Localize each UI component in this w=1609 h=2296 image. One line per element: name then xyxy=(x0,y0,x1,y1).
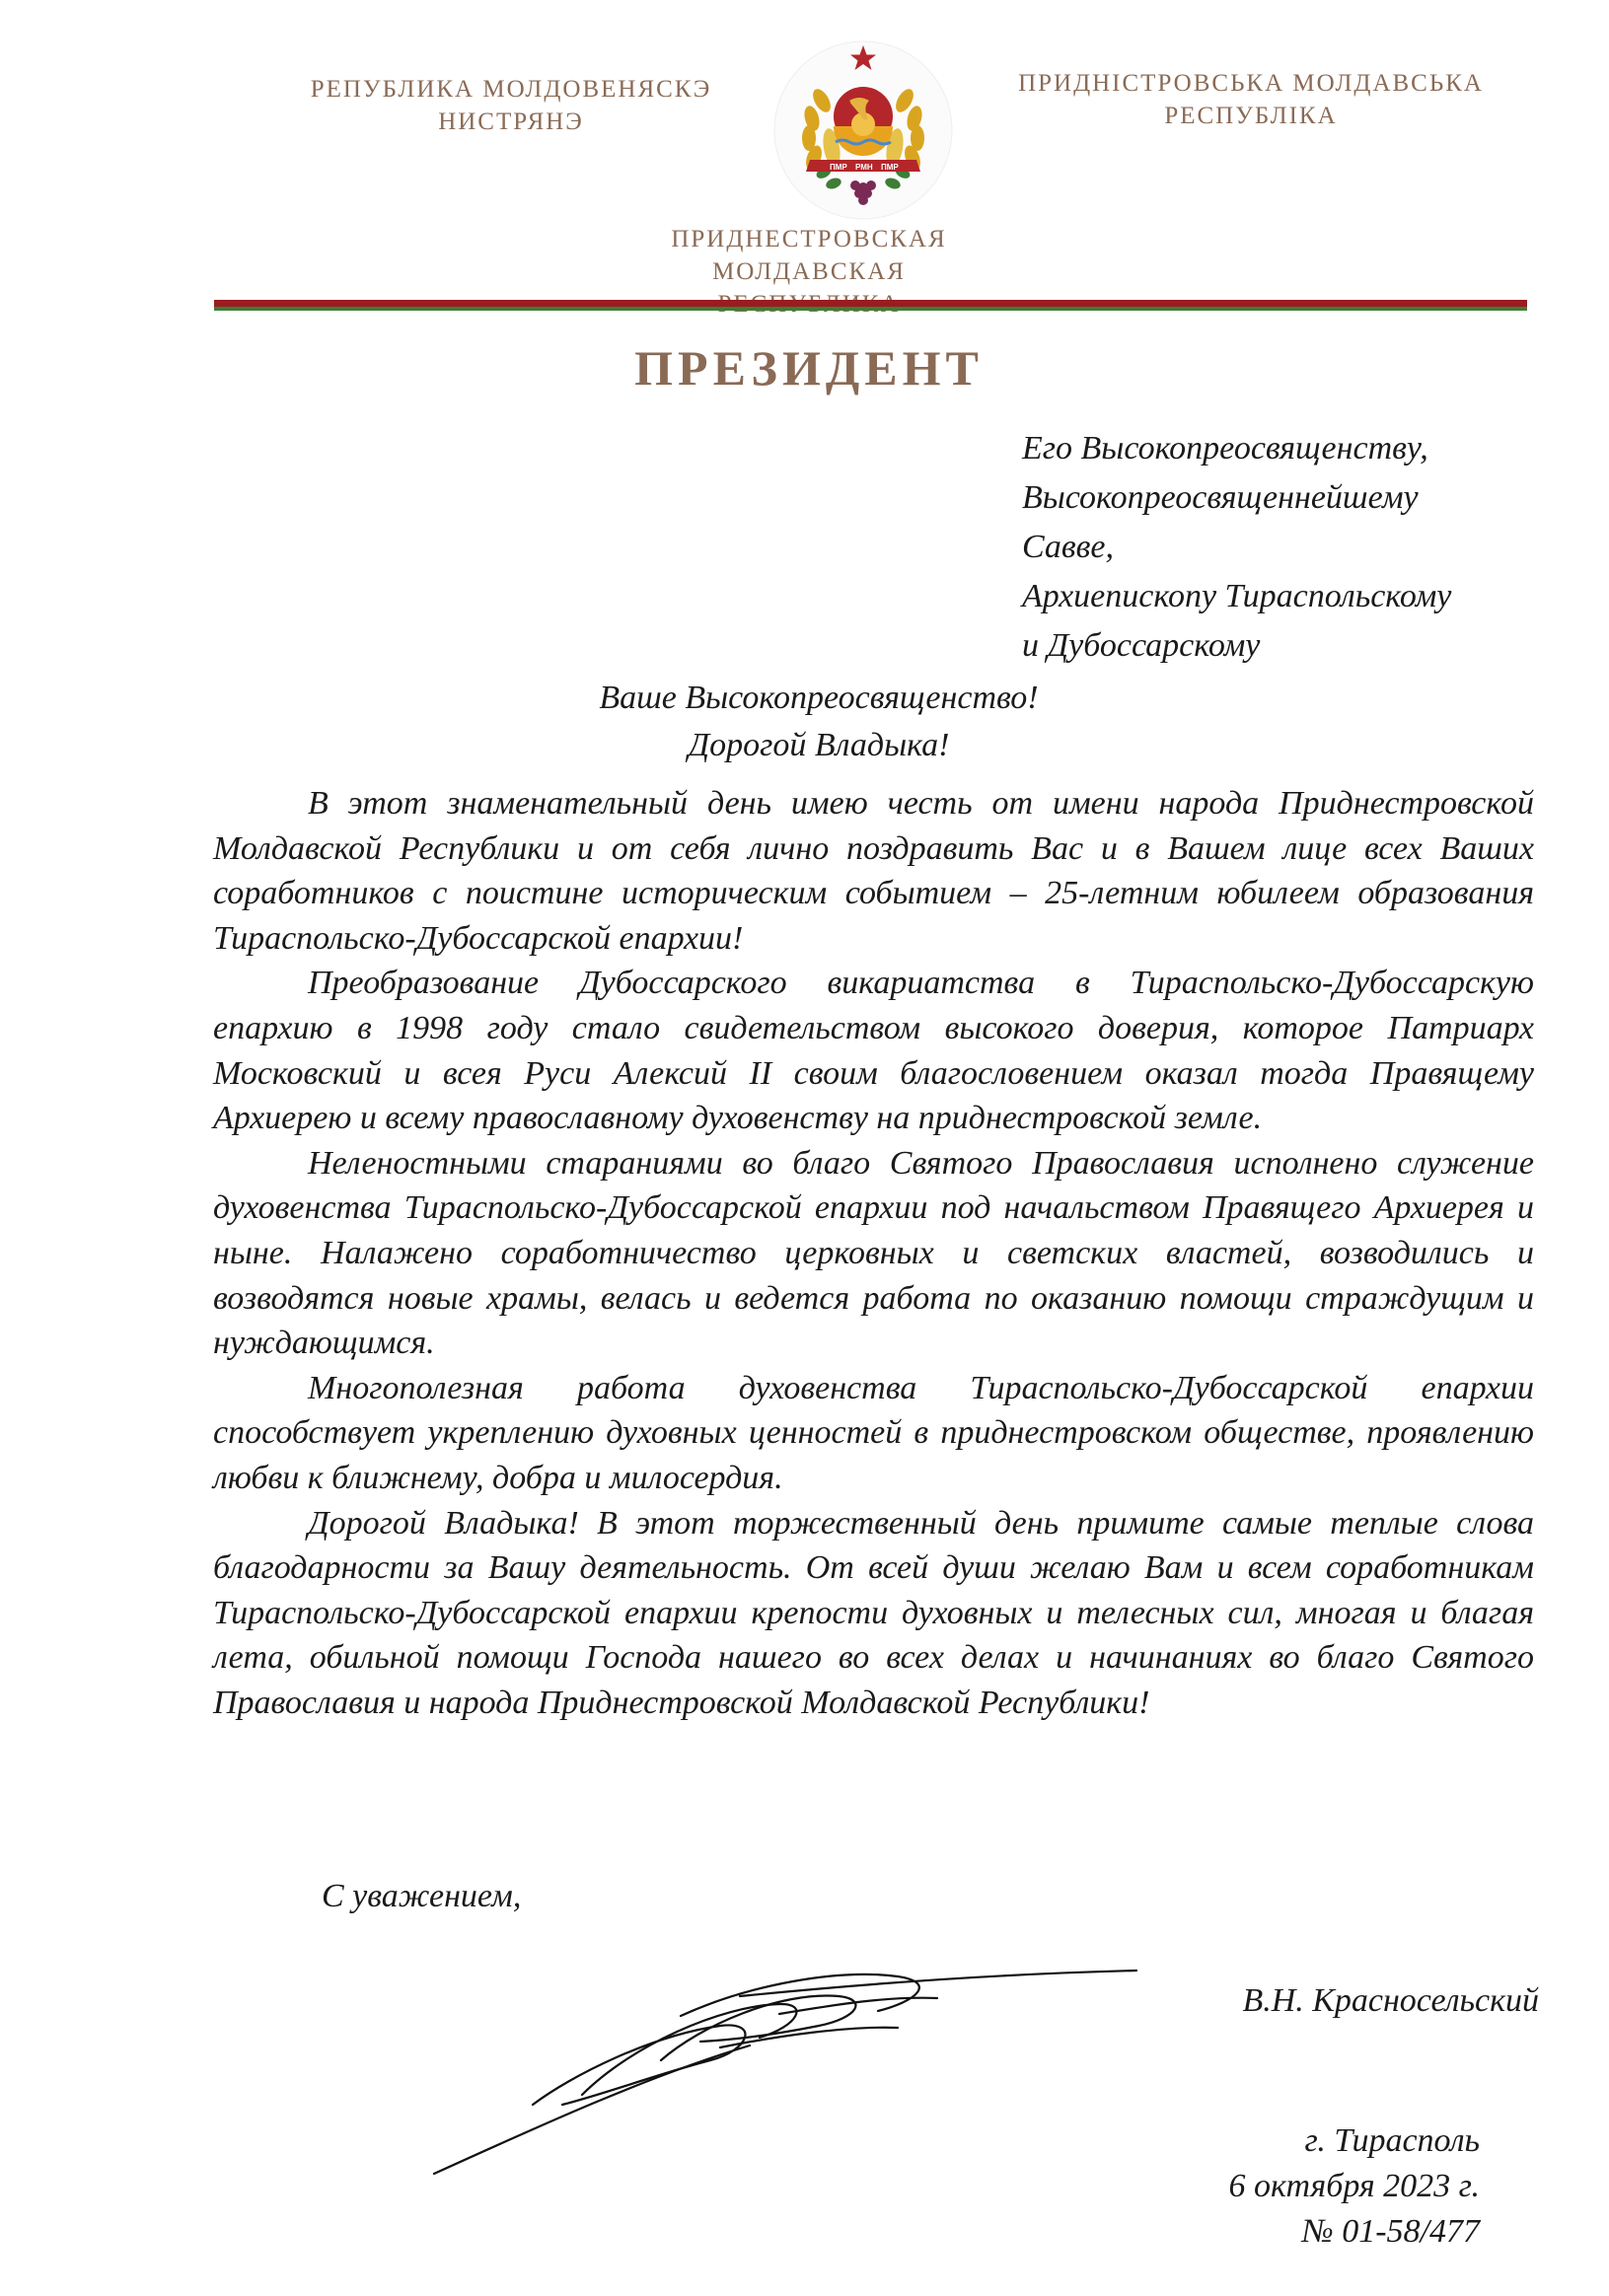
ribbon-right-label: ПМР xyxy=(881,163,899,172)
salutation-line-2: Дорогой Владыка! xyxy=(688,727,950,763)
pmr-coat-of-arms-icon xyxy=(772,39,954,221)
body-paragraph-1: В этот знаменательный день имею честь от имени народа Приднестровской Молдавской Республики и от себя лично поздравить Вас и в Вашем лице всех Ваших соработников с поистине историческим событием – 25-летним юбилеем образования Тираспольско-Дубоссарской епархии! xyxy=(213,785,1534,957)
body-paragraph-2: Преобразование Дубоссарского викариатства в Тираспольско-Дубоссарскую епархию в 1998 году стало свидетельством высокого доверия, которое Патриарх Московский и всея Руси Алексий II своим благословением оказал тогда Правящему Архиерею и всему православному духовенству на приднестровской земле. xyxy=(213,965,1534,1137)
body-paragraph-3: Неленостными стараниями во благо Святого Православия исполнено служение духовенства Тираспольско-Дубоссарской епархии под начальством Правящего Архиерея и ныне. Налажено соработничество церковных и светских властей, возводились и возводятся новые храмы, велась и ведется работа по оказанию помощи страждущим и нуждающимся. xyxy=(213,1144,1534,1362)
place-of-issue: г. Тирасполь xyxy=(1304,2122,1480,2159)
letterhead-moldovan-line-2: НИСТРЯНЭ xyxy=(438,108,584,135)
letterhead-russian-line-1: ПРИДНЕСТРОВСКАЯ МОЛДАВСКАЯ xyxy=(671,226,947,285)
letterhead-ukrainian xyxy=(994,67,1507,132)
addressee-line-1: Его Высокопреосвященству, xyxy=(1022,430,1428,466)
letterhead-red-rule xyxy=(214,300,1527,307)
signer-name: В.Н. Красносельский xyxy=(1242,1982,1539,2019)
letterhead-ukrainian-line-2: РЕСПУБЛІКА xyxy=(1164,103,1338,129)
letter-body xyxy=(213,781,1534,1725)
salutation-line-1: Ваше Высокопреосвященство! xyxy=(599,680,1039,716)
addressee-block xyxy=(1022,424,1574,671)
addressee-line-2: Высокопреосвященнейшему xyxy=(1022,479,1419,516)
addressee-line-3: Савве, xyxy=(1022,529,1115,565)
ribbon-left-label: ПМР xyxy=(830,163,847,172)
letterhead-moldovan xyxy=(255,73,768,138)
body-paragraph-5: Дорогой Владыка! В этот торжественный день примите самые теплые слова благодарности за Вашу деятельность. От всей души желаю Вам и всем соработникам Тираспольско-Дубоссарской епархии крепости духовных и телесных сил, многая и благая лета, обильной помощи Господа нашего во всех делах и начинаниях во благо Святого Православия и народа Приднестровской Молдавской Республики! xyxy=(213,1504,1534,1721)
letterhead-moldovan-line-1: РЕПУБЛИКА МОЛДОВЕНЯСКЭ xyxy=(310,76,712,103)
letterhead-green-rule xyxy=(214,307,1527,311)
document-number: № 01-58/477 xyxy=(1301,2213,1480,2250)
letterhead-ukrainian-line-1: ПРИДНІСТРОВСЬКА МОЛДАВСЬКА xyxy=(1018,70,1484,97)
handwritten-signature-icon xyxy=(424,1957,1144,2184)
closing-phrase: С уважением, xyxy=(322,1878,522,1914)
ribbon-center-label: РМН xyxy=(855,163,873,172)
salutation-block xyxy=(414,675,1223,769)
document-title: ПРЕЗИДЕНТ xyxy=(634,340,984,395)
addressee-line-5: и Дубоссарскому xyxy=(1022,627,1261,664)
document-meta xyxy=(1085,2118,1480,2255)
body-paragraph-4: Многополезная работа духовенства Тираспольско-Дубоссарской епархии способствует укреплению духовных ценностей в приднестровском обществе, проявлению любви к ближнему, добра и милосердия. xyxy=(213,1369,1534,1496)
addressee-line-4: Архиепископу Тираспольскому xyxy=(1022,578,1452,614)
issue-date: 6 октября 2023 г. xyxy=(1228,2168,1480,2204)
